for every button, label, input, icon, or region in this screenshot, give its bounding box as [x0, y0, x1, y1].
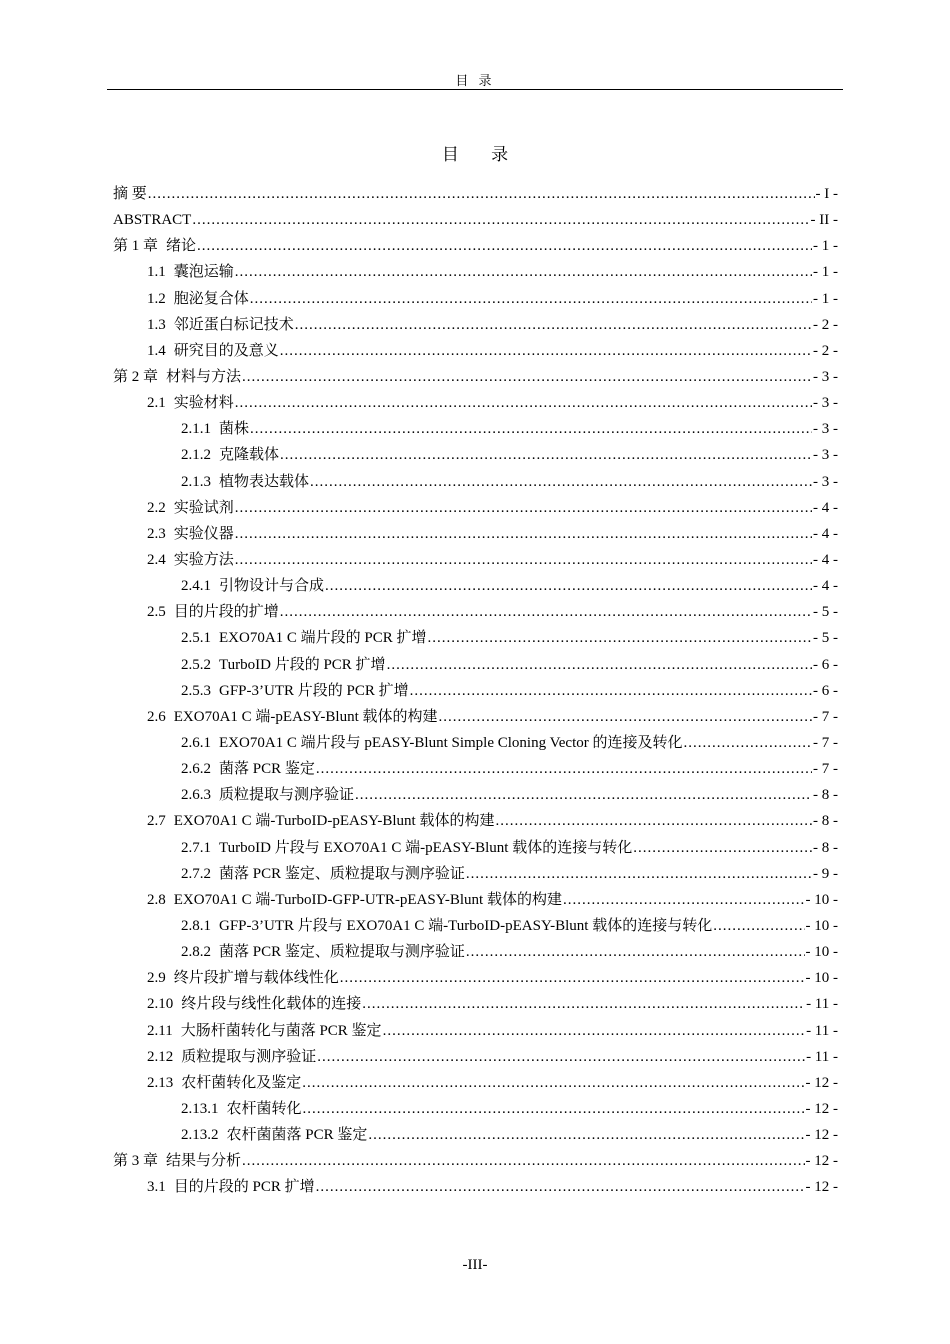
toc-entry-number: 1.4 — [147, 342, 166, 359]
toc-dot-leader — [428, 625, 812, 651]
toc-entry-page: - 11 - — [806, 996, 838, 1013]
toc-entry[interactable] — [113, 364, 838, 390]
toc-dot-leader — [302, 1070, 804, 1096]
toc-entry-number: 2.6.1 — [181, 734, 211, 751]
table-of-contents — [113, 181, 838, 1200]
toc-dot-leader — [235, 521, 812, 547]
toc-dot-leader — [439, 704, 812, 730]
toc-entry[interactable] — [113, 442, 838, 468]
toc-entry-number: 2.10 — [147, 996, 174, 1013]
toc-entry-number: 2.13.1 — [181, 1100, 219, 1117]
toc-entry-title: 实验仪器 — [173, 525, 234, 542]
toc-dot-leader — [250, 416, 812, 442]
toc-entry[interactable] — [113, 469, 838, 495]
toc-entry-number: 2.5.3 — [181, 682, 211, 699]
toc-entry-title: 大肠杆菌转化与菌落 PCR 鉴定 — [180, 1022, 382, 1039]
toc-entry-page: - 1 - — [813, 290, 838, 307]
toc-entry-page: - 2 - — [813, 316, 838, 333]
toc-entry-title: 绪论 — [166, 238, 197, 255]
toc-entry-title: 实验方法 — [173, 551, 234, 568]
footer-page-number: -III- — [462, 1257, 488, 1273]
toc-dot-leader — [303, 1096, 805, 1122]
toc-entry-title: 质粒提取与测序验证 — [219, 787, 355, 804]
toc-entry-title: 邻近蛋白标记技术 — [173, 316, 294, 333]
toc-dot-leader — [340, 965, 805, 991]
toc-entry-number: 2.11 — [147, 1022, 173, 1039]
toc-entry-title: TurboID 片段的 PCR 扩增 — [219, 656, 386, 673]
toc-entry[interactable] — [113, 887, 838, 913]
toc-entry[interactable] — [113, 1070, 838, 1096]
toc-entry[interactable] — [113, 704, 838, 730]
toc-entry-page: - II - — [810, 212, 838, 229]
toc-entry[interactable] — [113, 782, 838, 808]
toc-dot-leader — [250, 286, 812, 312]
toc-entry-title: 胞泌复合体 — [173, 290, 249, 307]
toc-entry[interactable] — [113, 913, 838, 939]
toc-entry[interactable] — [113, 547, 838, 573]
toc-entry-title: 材料与方法 — [166, 368, 242, 385]
toc-dot-leader — [242, 364, 812, 390]
toc-entry-number: 2.6.3 — [181, 787, 211, 804]
toc-entry-number: 2.1.1 — [181, 421, 211, 438]
toc-dot-leader — [563, 887, 805, 913]
toc-entry[interactable] — [113, 207, 838, 233]
toc-entry-number: 第 3 章 — [113, 1153, 159, 1170]
toc-entry-page: - 5 - — [813, 604, 838, 621]
toc-entry-title: EXO70A1 C 端-TurboID-GFP-UTR-pEASY-Blunt 载体的构建 — [173, 891, 562, 908]
toc-entry[interactable] — [113, 652, 838, 678]
toc-dot-leader — [383, 1018, 806, 1044]
toc-entry[interactable] — [113, 939, 838, 965]
toc-entry-title: EXO70A1 C 端片段的 PCR 扩增 — [219, 630, 427, 647]
toc-entry-page: - 10 - — [805, 917, 838, 934]
toc-entry-page: - 12 - — [805, 1153, 838, 1170]
toc-entry[interactable] — [113, 1122, 838, 1148]
toc-dot-leader — [280, 442, 812, 468]
toc-entry[interactable] — [113, 835, 838, 861]
toc-entry[interactable] — [113, 338, 838, 364]
toc-dot-leader — [280, 599, 812, 625]
toc-entry-title: 引物设计与合成 — [219, 578, 325, 595]
running-header: 目 录 — [455, 74, 495, 89]
toc-title: 目 录 — [441, 145, 523, 164]
toc-dot-leader — [317, 1044, 805, 1070]
toc-entry-page: - 3 - — [813, 395, 838, 412]
toc-entry-number: 2.7.2 — [181, 865, 211, 882]
toc-entry-number: 2.8 — [147, 891, 166, 908]
toc-dot-leader — [495, 808, 812, 834]
toc-entry-title: EXO70A1 C 端-pEASY-Blunt 载体的构建 — [173, 708, 438, 725]
toc-entry-title: 终片段与线性化载体的连接 — [181, 996, 362, 1013]
toc-entry-number: 2.8.2 — [181, 944, 211, 961]
toc-entry-page: - 1 - — [813, 264, 838, 281]
toc-dot-leader — [316, 1174, 805, 1200]
toc-entry-page: - 3 - — [813, 368, 838, 385]
toc-entry-number: 2.6.2 — [181, 761, 211, 778]
toc-entry-number: 2.1 — [147, 395, 166, 412]
toc-entry-number: 2.12 — [147, 1048, 174, 1065]
toc-entry-page: - 8 - — [813, 787, 838, 804]
toc-entry-page: - 8 - — [813, 813, 838, 830]
toc-entry[interactable] — [113, 756, 838, 782]
toc-entry-page: - 9 - — [813, 865, 838, 882]
toc-entry-number: 1.1 — [147, 264, 166, 281]
toc-entry-page: - 4 - — [813, 525, 838, 542]
toc-dot-leader — [683, 730, 812, 756]
toc-dot-leader — [148, 181, 815, 207]
toc-dot-leader — [368, 1122, 804, 1148]
toc-entry[interactable] — [113, 259, 838, 285]
toc-entry[interactable] — [113, 599, 838, 625]
toc-entry[interactable] — [113, 625, 838, 651]
toc-entry[interactable] — [113, 1018, 838, 1044]
toc-entry[interactable] — [113, 678, 838, 704]
toc-entry-number: 2.1.2 — [181, 447, 211, 464]
toc-entry-number: 2.13 — [147, 1074, 174, 1091]
toc-entry-page: - 3 - — [813, 473, 838, 490]
header-rule — [107, 89, 843, 90]
toc-entry-title: 实验试剂 — [173, 499, 234, 516]
toc-entry-title: EXO70A1 C 端-TurboID-pEASY-Blunt 载体的构建 — [173, 813, 495, 830]
toc-dot-leader — [466, 861, 812, 887]
toc-dot-leader — [387, 652, 812, 678]
toc-entry-page: - 1 - — [813, 238, 838, 255]
toc-entry-title: 农杆菌转化 — [226, 1100, 302, 1117]
toc-entry-page: - 12 - — [805, 1074, 838, 1091]
toc-entry-page: - 11 - — [806, 1022, 838, 1039]
toc-entry-page: - 7 - — [813, 761, 838, 778]
toc-entry-title: 终片段扩增与载体线性化 — [173, 970, 339, 987]
toc-entry-title: 菌落 PCR 鉴定、质粒提取与测序验证 — [219, 865, 465, 882]
toc-entry-page: - 7 - — [813, 734, 838, 751]
toc-entry[interactable] — [113, 1096, 838, 1122]
toc-entry-title: 结果与分析 — [166, 1153, 242, 1170]
toc-entry-number: 2.13.2 — [181, 1127, 219, 1144]
toc-entry-number: 2.1.3 — [181, 473, 211, 490]
toc-entry[interactable] — [113, 416, 838, 442]
toc-dot-leader — [235, 547, 812, 573]
toc-dot-leader — [192, 207, 809, 233]
toc-entry-number: 2.8.1 — [181, 917, 211, 934]
toc-entry-title: GFP-3’UTR 片段与 EXO70A1 C 端-TurboID-pEASY-Blunt 载体的连接与转化 — [219, 917, 713, 934]
toc-entry-page: - I - — [815, 186, 838, 202]
toc-dot-leader — [713, 913, 804, 939]
toc-entry-title: 克隆载体 — [219, 447, 280, 464]
toc-entry-page: - 10 - — [805, 891, 838, 908]
toc-dot-leader — [280, 338, 812, 364]
toc-entry-page: - 11 - — [806, 1048, 838, 1065]
toc-dot-leader — [362, 991, 805, 1017]
toc-entry[interactable] — [113, 286, 838, 312]
toc-entry-number: 2.9 — [147, 970, 166, 987]
toc-entry-page: - 8 - — [813, 839, 838, 856]
toc-entry[interactable] — [113, 233, 838, 259]
toc-entry-number: 2.6 — [147, 708, 166, 725]
toc-dot-leader — [235, 390, 812, 416]
toc-entry[interactable] — [113, 521, 838, 547]
toc-entry[interactable] — [113, 1044, 838, 1070]
toc-entry-page: - 12 - — [805, 1179, 838, 1196]
toc-entry-title: 摘 要 — [113, 186, 147, 202]
toc-entry-page: - 2 - — [813, 342, 838, 359]
toc-entry-number: 2.7 — [147, 813, 166, 830]
toc-entry-page: - 6 - — [813, 682, 838, 699]
toc-entry-title: EXO70A1 C 端片段与 pEASY-Blunt Simple Cloning Vector 的连接及转化 — [219, 734, 683, 751]
toc-entry[interactable] — [113, 730, 838, 756]
toc-dot-leader — [466, 939, 805, 965]
toc-entry-number: 1.2 — [147, 290, 166, 307]
toc-entry-page: - 3 - — [813, 447, 838, 464]
toc-entry-title: GFP-3’UTR 片段的 PCR 扩增 — [219, 682, 409, 699]
toc-dot-leader — [410, 678, 812, 704]
toc-dot-leader — [197, 233, 812, 259]
toc-entry-number: 2.3 — [147, 525, 166, 542]
toc-entry-page: - 12 - — [805, 1100, 838, 1117]
toc-dot-leader — [355, 782, 812, 808]
toc-entry-title: 目的片段的扩增 — [173, 604, 279, 621]
toc-entry-page: - 7 - — [813, 708, 838, 725]
toc-entry-title: 菌落 PCR 鉴定 — [219, 761, 315, 778]
toc-dot-leader — [310, 469, 812, 495]
toc-entry-title: 研究目的及意义 — [173, 342, 279, 359]
toc-entry-page: - 10 - — [805, 970, 838, 987]
toc-entry-title: 目的片段的 PCR 扩增 — [173, 1179, 315, 1196]
toc-entry-title: 菌落 PCR 鉴定、质粒提取与测序验证 — [219, 944, 465, 961]
toc-entry-page: - 10 - — [805, 944, 838, 961]
toc-entry-number: 2.7.1 — [181, 839, 211, 856]
toc-entry-number: 3.1 — [147, 1179, 166, 1196]
toc-entry-number: 第 2 章 — [113, 368, 159, 385]
toc-dot-leader — [316, 756, 812, 782]
toc-dot-leader — [235, 259, 812, 285]
toc-entry-number: 2.2 — [147, 499, 166, 516]
toc-entry-page: - 12 - — [805, 1127, 838, 1144]
toc-entry-title: 农杆菌转化及鉴定 — [181, 1074, 302, 1091]
toc-entry[interactable] — [113, 991, 838, 1017]
toc-entry-number: 第 1 章 — [113, 238, 159, 255]
toc-dot-leader — [325, 573, 812, 599]
toc-entry-number: 2.4 — [147, 551, 166, 568]
toc-dot-leader — [295, 312, 812, 338]
toc-entry-number: 2.5.2 — [181, 656, 211, 673]
toc-entry-page: - 6 - — [813, 656, 838, 673]
toc-entry-title: 农杆菌菌落 PCR 鉴定 — [226, 1127, 368, 1144]
toc-entry[interactable] — [113, 495, 838, 521]
toc-dot-leader — [242, 1148, 804, 1174]
toc-entry[interactable] — [113, 312, 838, 338]
toc-entry-page: - 5 - — [813, 630, 838, 647]
toc-entry-number: 2.5.1 — [181, 630, 211, 647]
toc-entry[interactable] — [113, 390, 838, 416]
toc-entry-page: - 4 - — [813, 578, 838, 595]
toc-entry[interactable] — [113, 181, 838, 207]
toc-entry[interactable] — [113, 1174, 838, 1200]
toc-entry-page: - 4 - — [813, 551, 838, 568]
toc-entry[interactable] — [113, 965, 838, 991]
toc-entry-title: 囊泡运输 — [173, 264, 234, 281]
toc-entry-number: 2.4.1 — [181, 578, 211, 595]
toc-entry-title: 菌株 — [219, 421, 250, 438]
toc-entry-page: - 3 - — [813, 421, 838, 438]
toc-entry[interactable] — [113, 1148, 838, 1174]
toc-entry[interactable] — [113, 573, 838, 599]
toc-entry-page: - 4 - — [813, 499, 838, 516]
toc-entry-title: ABSTRACT — [113, 212, 192, 229]
toc-entry-title: 植物表达载体 — [219, 473, 310, 490]
toc-entry[interactable] — [113, 808, 838, 834]
toc-entry-title: 质粒提取与测序验证 — [181, 1048, 317, 1065]
toc-entry-title: TurboID 片段与 EXO70A1 C 端-pEASY-Blunt 载体的连接与转化 — [219, 839, 633, 856]
toc-entry[interactable] — [113, 861, 838, 887]
toc-entry-number: 1.3 — [147, 316, 166, 333]
toc-entry-number: 2.5 — [147, 604, 166, 621]
toc-dot-leader — [235, 495, 812, 521]
toc-dot-leader — [633, 835, 812, 861]
toc-entry-title: 实验材料 — [173, 395, 234, 412]
